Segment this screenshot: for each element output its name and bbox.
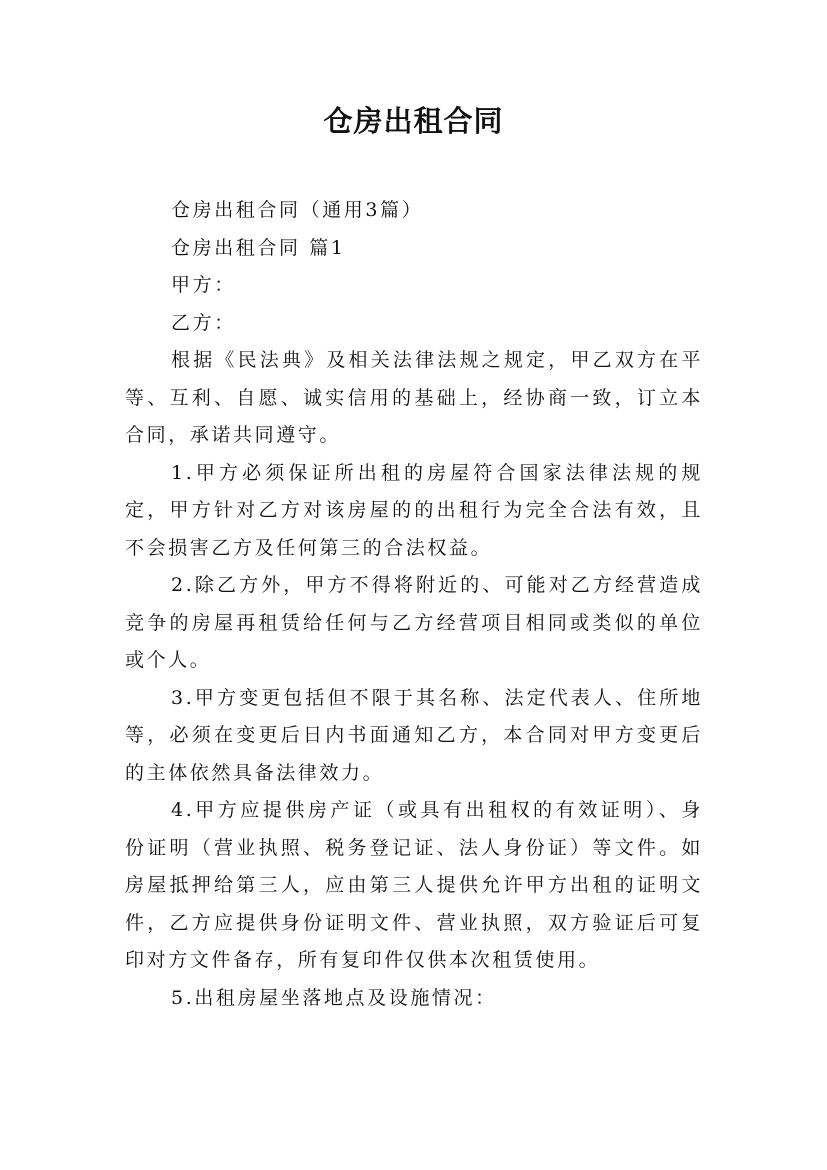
paragraph-clause-3: 3.甲方变更包括但不限于其名称、法定代表人、住所地等，必须在变更后日内书面通知乙方，本合同对甲方变更后的主体依然具备法律效力。 bbox=[125, 686, 703, 784]
paragraph-clause-2: 2.除乙方外，甲方不得将附近的、可能对乙方经营造成竞争的房屋再租赁给任何与乙方经营项目相同或类似的单位或个人。 bbox=[125, 574, 703, 671]
paragraph-section-heading: 仓房出租合同 篇1 bbox=[171, 236, 346, 259]
paragraph-party-a: 甲方： bbox=[171, 274, 236, 296]
paragraph-party-b: 乙方： bbox=[171, 311, 236, 334]
paragraph-clause-4: 4.甲方应提供房产证（或具有出租权的有效证明）、身份证明（营业执照、税务登记证、法人身份证）等文件。如房屋抵押给第三人，应由第三人提供允许甲方出租的证明文件，乙方应提供身份证明文件、营业执照，双方验证后可复印对方文件备存，所有复印件仅供本次租赁使用。 bbox=[125, 799, 703, 971]
paragraph-clause-1: 1.甲方必须保证所出租的房屋符合国家法律法规的规定，甲方针对乙方对该房屋的的出租行为完全合法有效，且不会损害乙方及任何第三的合法权益。 bbox=[125, 461, 703, 559]
paragraph-subtitle: 仓房出租合同（通用3篇） bbox=[171, 199, 424, 221]
document-title: 仓房出租合同 bbox=[323, 104, 504, 138]
paragraph-preamble: 根据《民法典》及相关法律法规之规定，甲乙双方在平等、互利、自愿、诚实信用的基础上，经协商一致，订立本合同，承诺共同遵守。 bbox=[125, 349, 703, 446]
document-body bbox=[125, 192, 703, 1017]
paragraph-clause-5: 5.出租房屋坐落地点及设施情况： bbox=[171, 986, 497, 1009]
